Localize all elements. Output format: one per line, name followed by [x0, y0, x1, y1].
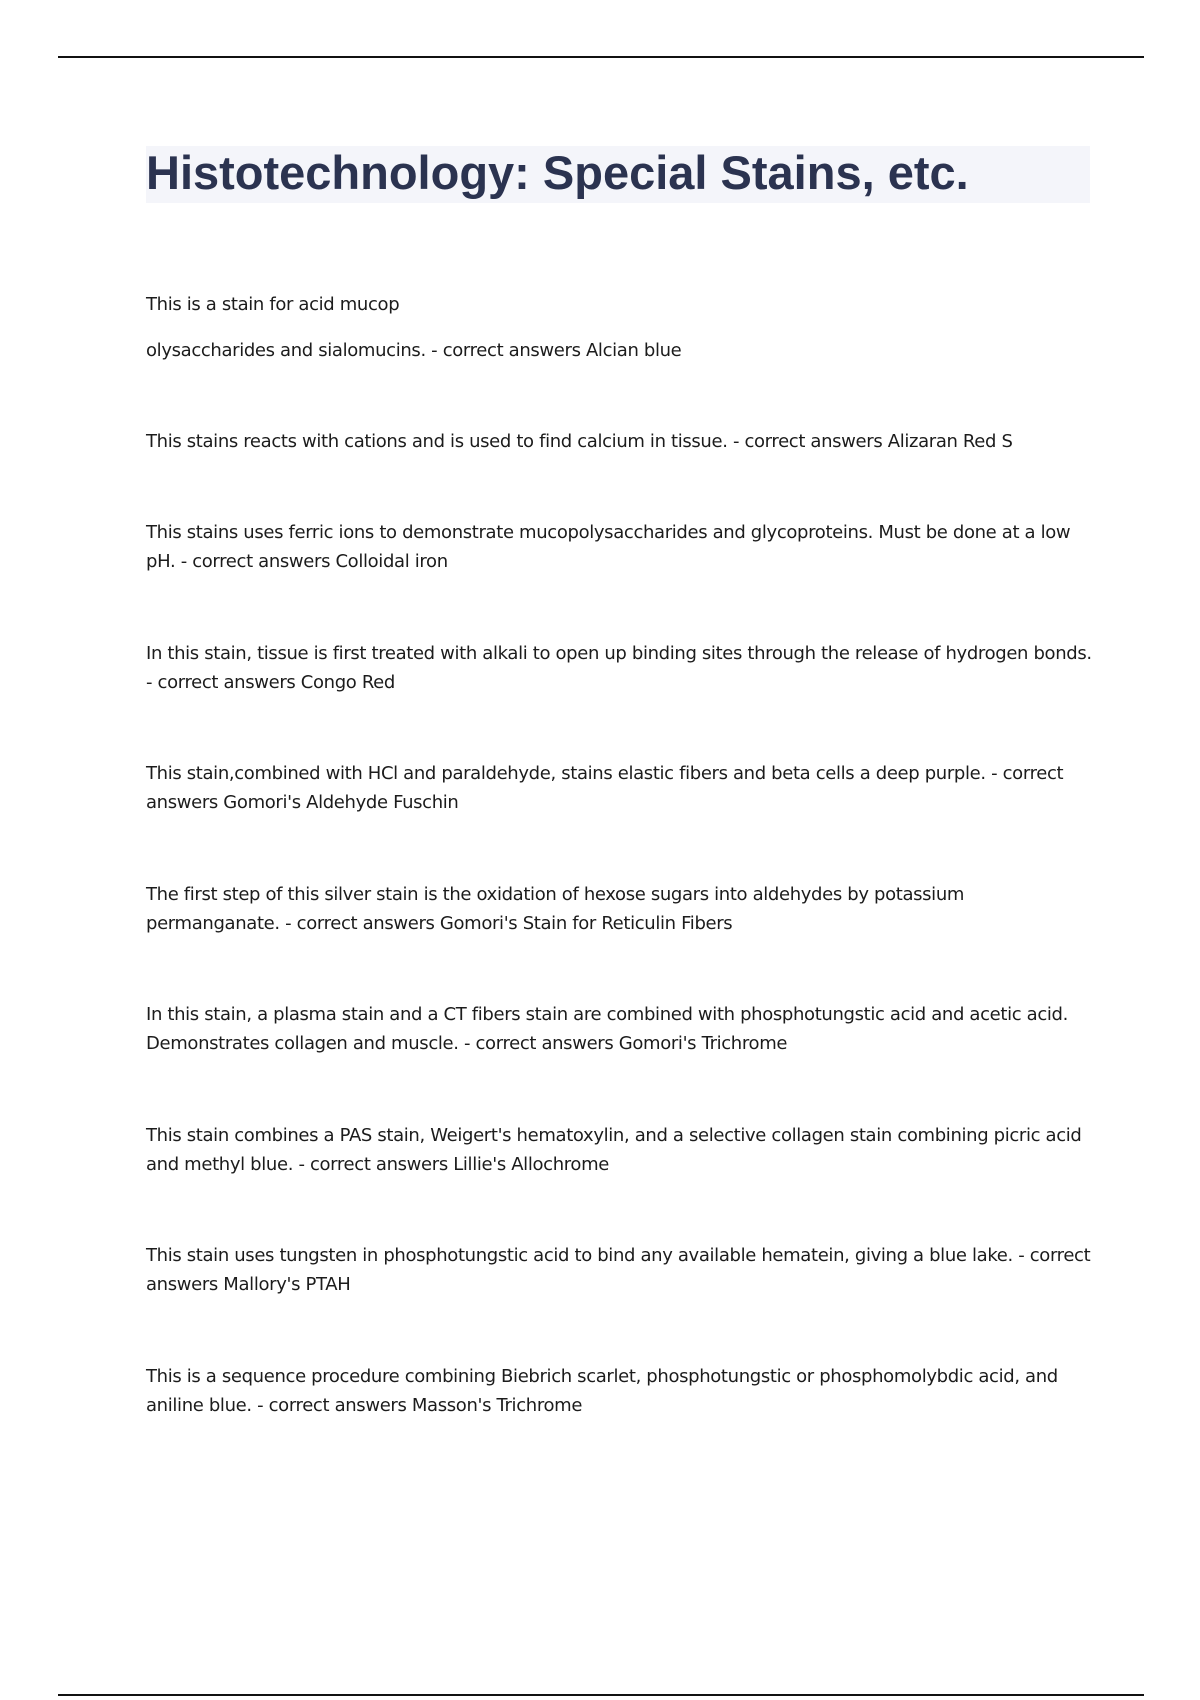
qa-entry-alizarin-red: This stains reacts with cations and is used to find calcium in tissue. - correct answers Alizaran Red S — [146, 431, 1013, 452]
qa-entry-congo-red: In this stain, tissue is first treated with alkali to open up binding sites through the release of hydrogen bonds. - correct answers Congo Red — [146, 643, 1092, 693]
qa-entry-fragment: This is a stain for acid mucop — [146, 294, 400, 315]
footer-rule — [58, 1694, 1144, 1696]
qa-entry-masson-trichrome: This is a sequence procedure combining Biebrich scarlet, phosphotungstic or phosphomolybdic acid, and aniline blue. - correct answers Masson's Trichrome — [146, 1366, 1058, 1416]
qa-entry-colloidal-iron: This stains uses ferric ions to demonstrate mucopolysaccharides and glycoproteins. Must be done at a low pH. - correct answers Colloidal iron — [146, 522, 1071, 572]
document-title: Histotechnology: Special Stains, etc. — [146, 146, 969, 199]
qa-entry-aldehyde-fuschin: This stain,combined with HCl and paraldehyde, stains elastic fibers and beta cells a deep purple. - correct answers Gomori's Aldehyde Fuschin — [146, 763, 1064, 813]
qa-entry-alcian-blue: olysaccharides and sialomucins. - correct answers Alcian blue — [146, 340, 682, 361]
qa-entry-gomori-trichrome: In this stain, a plasma stain and a CT fibers stain are combined with phosphotungstic acid and acetic acid. Demonstrates collagen and muscle. - correct answers Gomori's Trichrome — [146, 1004, 1068, 1054]
header-rule — [58, 56, 1144, 58]
qa-entry-reticulin: The first step of this silver stain is the oxidation of hexose sugars into aldehydes by potassium permanganate. - correct answers Gomori's Stain for Reticulin Fibers — [146, 884, 965, 934]
qa-entry-lillie-allochrome: This stain combines a PAS stain, Weigert's hematoxylin, and a selective collagen stain combining picric acid and methyl blue. - correct answers Lillie's Allochrome — [146, 1125, 1082, 1175]
qa-entry-mallory-ptah: This stain uses tungsten in phosphotungstic acid to bind any available hematein, giving a blue lake. - correct answers Mallory's PTAH — [146, 1245, 1091, 1295]
